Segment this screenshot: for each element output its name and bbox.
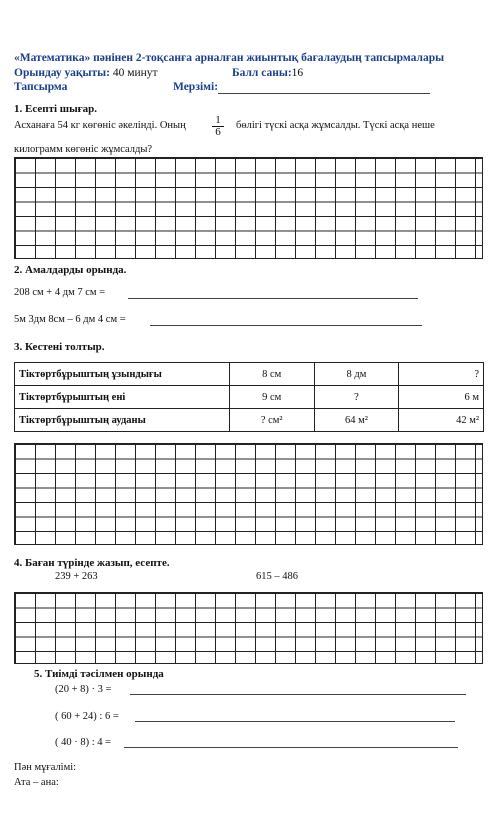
- task1-heading: 1. Есепті шығар.: [14, 103, 98, 115]
- parent-label: Ата – ана:: [14, 777, 59, 788]
- task1-text-before: Асханаға 54 кг көгөніс әкелінді. Оның: [14, 120, 186, 131]
- task2-answer1-line[interactable]: [128, 298, 418, 299]
- task2-heading: 2. Амалдарды орында.: [14, 264, 127, 276]
- task2-expr1: 208 см + 4 дм 7 см =: [14, 287, 106, 298]
- task1-text-after: бөлігі түскі асқа жұмсалды. Түскі асқа неше: [236, 120, 435, 131]
- task1-fraction: [212, 115, 224, 138]
- table-row: [15, 386, 484, 409]
- table-row: [15, 409, 484, 432]
- task5-expr1: (20 + 8) · 3 =: [55, 684, 112, 695]
- deadline-line: [218, 93, 430, 94]
- document-title: «Математика» пәнінен 2-тоқсанға арналған жиынтық бағалаудың тапсырмалары: [14, 52, 445, 64]
- teacher-label: Пән мұғалімі:: [14, 762, 77, 773]
- task4-heading: 4. Баған түрінде жазып, есепте.: [14, 557, 170, 569]
- table-cell: 42 м²: [399, 409, 484, 432]
- task2-answer2-line[interactable]: [150, 325, 422, 326]
- task4-answer-grid[interactable]: [14, 592, 483, 664]
- deadline-label: Мерзімі:: [173, 81, 219, 93]
- table-cell: 8 см: [229, 363, 314, 386]
- row-label: Тіктөртбұрыштың ені: [15, 386, 230, 409]
- table-cell[interactable]: ?: [399, 363, 484, 386]
- time-value: 40 минут: [112, 67, 158, 79]
- score-label: Балл саны:: [232, 67, 292, 79]
- table-cell: 64 м²: [314, 409, 399, 432]
- time-label: Орындау уақыты:: [14, 67, 110, 79]
- task3-answer-grid[interactable]: [14, 443, 483, 545]
- task-label: Тапсырма: [14, 81, 68, 93]
- task4-expr2: 615 – 486: [256, 571, 298, 582]
- score-value: 16: [291, 67, 304, 79]
- task5-answer2-line[interactable]: [135, 721, 455, 722]
- fraction-numerator: 1: [212, 115, 224, 127]
- table-cell[interactable]: ?: [314, 386, 399, 409]
- task5-expr2: ( 60 + 24) : 6 =: [55, 711, 119, 722]
- task1-text-line2: килограмм көгөніс жұмсалды?: [14, 144, 153, 155]
- task4-expr1: 239 + 263: [55, 571, 98, 582]
- rectangle-table: [14, 362, 484, 432]
- time-row: [14, 67, 158, 79]
- task5-answer3-line[interactable]: [124, 747, 458, 748]
- task5-expr3: ( 40 · 8) : 4 =: [55, 737, 112, 748]
- table-cell: 9 см: [229, 386, 314, 409]
- table-cell: 6 м: [399, 386, 484, 409]
- task1-answer-grid[interactable]: [14, 157, 483, 259]
- fraction-denominator: 6: [215, 126, 221, 138]
- table-cell[interactable]: ? см²: [229, 409, 314, 432]
- score-row: [232, 67, 303, 79]
- table-cell: 8 дм: [314, 363, 399, 386]
- row-label: Тіктөртбұрыштың ауданы: [15, 409, 230, 432]
- row-label: Тіктөртбұрыштың ұзындығы: [15, 363, 230, 386]
- table-row: [15, 363, 484, 386]
- task5-answer1-line[interactable]: [130, 694, 466, 695]
- task5-heading: 5. Тиімді тәсілмен орында: [34, 668, 164, 680]
- task3-heading: 3. Кестені толтыр.: [14, 341, 105, 353]
- task2-expr2: 5м 3дм 8см – 6 дм 4 см =: [14, 314, 126, 325]
